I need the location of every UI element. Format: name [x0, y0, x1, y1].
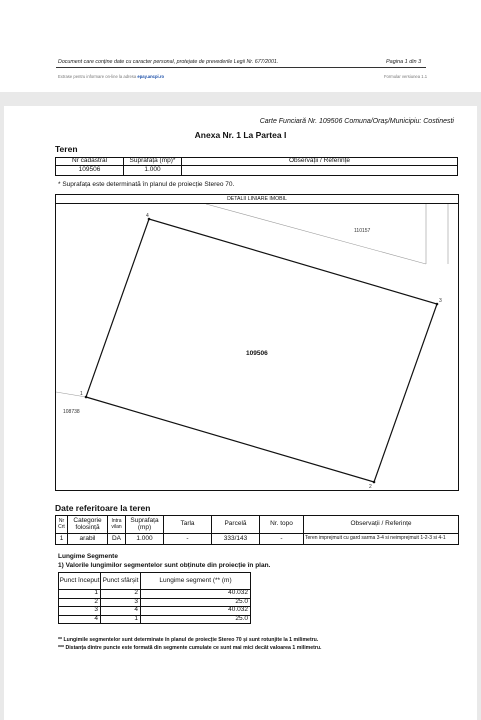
cell-nr-topo: - — [260, 534, 304, 545]
cell-length: 25.0 — [141, 615, 251, 624]
cell-observatii-ref: Teren imprejmuit cu gard sarma 3-4 si neimprejmuit 1-2-3 si 4-1 — [304, 534, 459, 545]
epay-link[interactable]: epay.ancpi.ro — [137, 74, 165, 79]
col-nr-topo: Nr. topo — [260, 516, 304, 534]
page-1-footer-area — [0, 0, 481, 92]
header-divider — [56, 67, 426, 68]
lungime-heading: Lungime Segmente — [58, 553, 118, 560]
col-nr-crt: Nr Crt — [56, 516, 68, 534]
page-2 — [4, 106, 477, 720]
cell-intravilan: DA — [108, 534, 126, 545]
parcel-drawing — [56, 204, 459, 491]
teren-table — [55, 157, 458, 176]
cell-start: 1 — [59, 590, 101, 599]
vertex-4-label: 4 — [146, 213, 149, 219]
extract-prefix: Extrase pentru informare on-line la adresa — [58, 74, 137, 79]
lungime-subheading: 1) Valorile lungimilor segmentelor sunt obținute din proiecție în plan. — [58, 562, 271, 569]
lungime-note-1: ** Lungimile segmentelor sunt determinate în planul de proiecție Stereo 70 și sunt rotunjite la 1 milimetru. — [58, 637, 319, 643]
col-observatii: Observații / Referințe — [182, 158, 458, 166]
vertex-3-label: 3 — [439, 298, 442, 304]
table-row — [59, 615, 251, 624]
col-intravilan: Intra vilan — [108, 516, 126, 534]
cell-parcela: 333/143 — [212, 534, 260, 545]
cell-end: 1 — [101, 615, 141, 624]
table-row — [59, 590, 251, 599]
cell-observatii — [182, 165, 458, 175]
teren-heading: Teren — [55, 144, 78, 154]
col-tarla: Tarla — [164, 516, 212, 534]
cell-end: 2 — [101, 590, 141, 599]
lungime-note-2: *** Distanța dintre puncte este formată din segmente cumulate ce sunt mai mici decât valoarea 1 milimetru. — [58, 645, 322, 651]
anexa-title: Anexa Nr. 1 La Partea I — [194, 130, 287, 140]
vertex-3 — [436, 303, 439, 306]
form-version: Formular versiunea 1.1 — [384, 74, 428, 79]
table-row — [59, 607, 251, 616]
col-nr-cadastral: Nr cadastral — [56, 158, 124, 166]
personal-data-notice: Document care conține date cu caracter personal, protejate de prevederile Legii Nr. 677/2001. — [58, 59, 279, 65]
cell-categorie: arabil — [68, 534, 108, 545]
lungime-table — [58, 572, 251, 624]
col-categorie: Categorie folosință — [68, 516, 108, 534]
neighbor-top-boundary — [206, 204, 426, 264]
cell-start: 2 — [59, 598, 101, 607]
vertex-1-label: 1 — [80, 391, 83, 397]
col-lungime-segment: Lungime segment (** (m) — [141, 573, 251, 590]
date-ref-heading: Date referitoare la teren — [55, 503, 151, 513]
plan-heading: DETALII LINIARE IMOBIL — [56, 195, 458, 204]
surface-note: * Suprafața este determinată în planul de proiecție Stereo 70. — [58, 181, 235, 188]
neighbor-left-label: 108738 — [63, 409, 80, 415]
cell-length: 40.032 — [141, 607, 251, 616]
cell-end: 4 — [101, 607, 141, 616]
cell-tarla: - — [164, 534, 212, 545]
carte-funciara-title: Carte Funciară Nr. 109506 Comuna/Oraș/Municipiu: Costinesti — [259, 118, 454, 125]
col-punct-sfarsit: Punct sfârșit — [101, 573, 141, 590]
cell-start: 3 — [59, 607, 101, 616]
col-parcela: Parcelă — [212, 516, 260, 534]
cell-nr-crt: 1 — [56, 534, 68, 545]
cell-nr-cadastral: 109506 — [56, 165, 124, 175]
col-suprafata: Suprafața (mp)* — [124, 158, 182, 166]
neighbor-top-label: 110157 — [354, 228, 371, 234]
col-suprafata-mp: Suprafața (mp) — [126, 516, 164, 534]
extract-info — [58, 74, 164, 79]
col-observatii-ref: Observații / Referințe — [304, 516, 459, 534]
vertex-2-label: 2 — [369, 484, 372, 490]
cell-suprafata-mp: 1.000 — [126, 534, 164, 545]
table-row — [59, 598, 251, 607]
cell-start: 4 — [59, 615, 101, 624]
page-number: Pagina 1 din 3 — [386, 59, 422, 65]
vertex-1 — [85, 396, 88, 399]
col-punct-inceput: Punct început — [59, 573, 101, 590]
cell-length: 40.032 — [141, 590, 251, 599]
parcel-id-label: 109506 — [246, 350, 268, 357]
parcel-plan — [55, 194, 459, 491]
cell-end: 3 — [101, 598, 141, 607]
cell-suprafata: 1.000 — [124, 165, 182, 175]
neighbor-boundaries — [56, 204, 448, 397]
cell-length: 25.0 — [141, 598, 251, 607]
date-ref-table — [55, 515, 459, 545]
vertex-2 — [373, 481, 376, 484]
